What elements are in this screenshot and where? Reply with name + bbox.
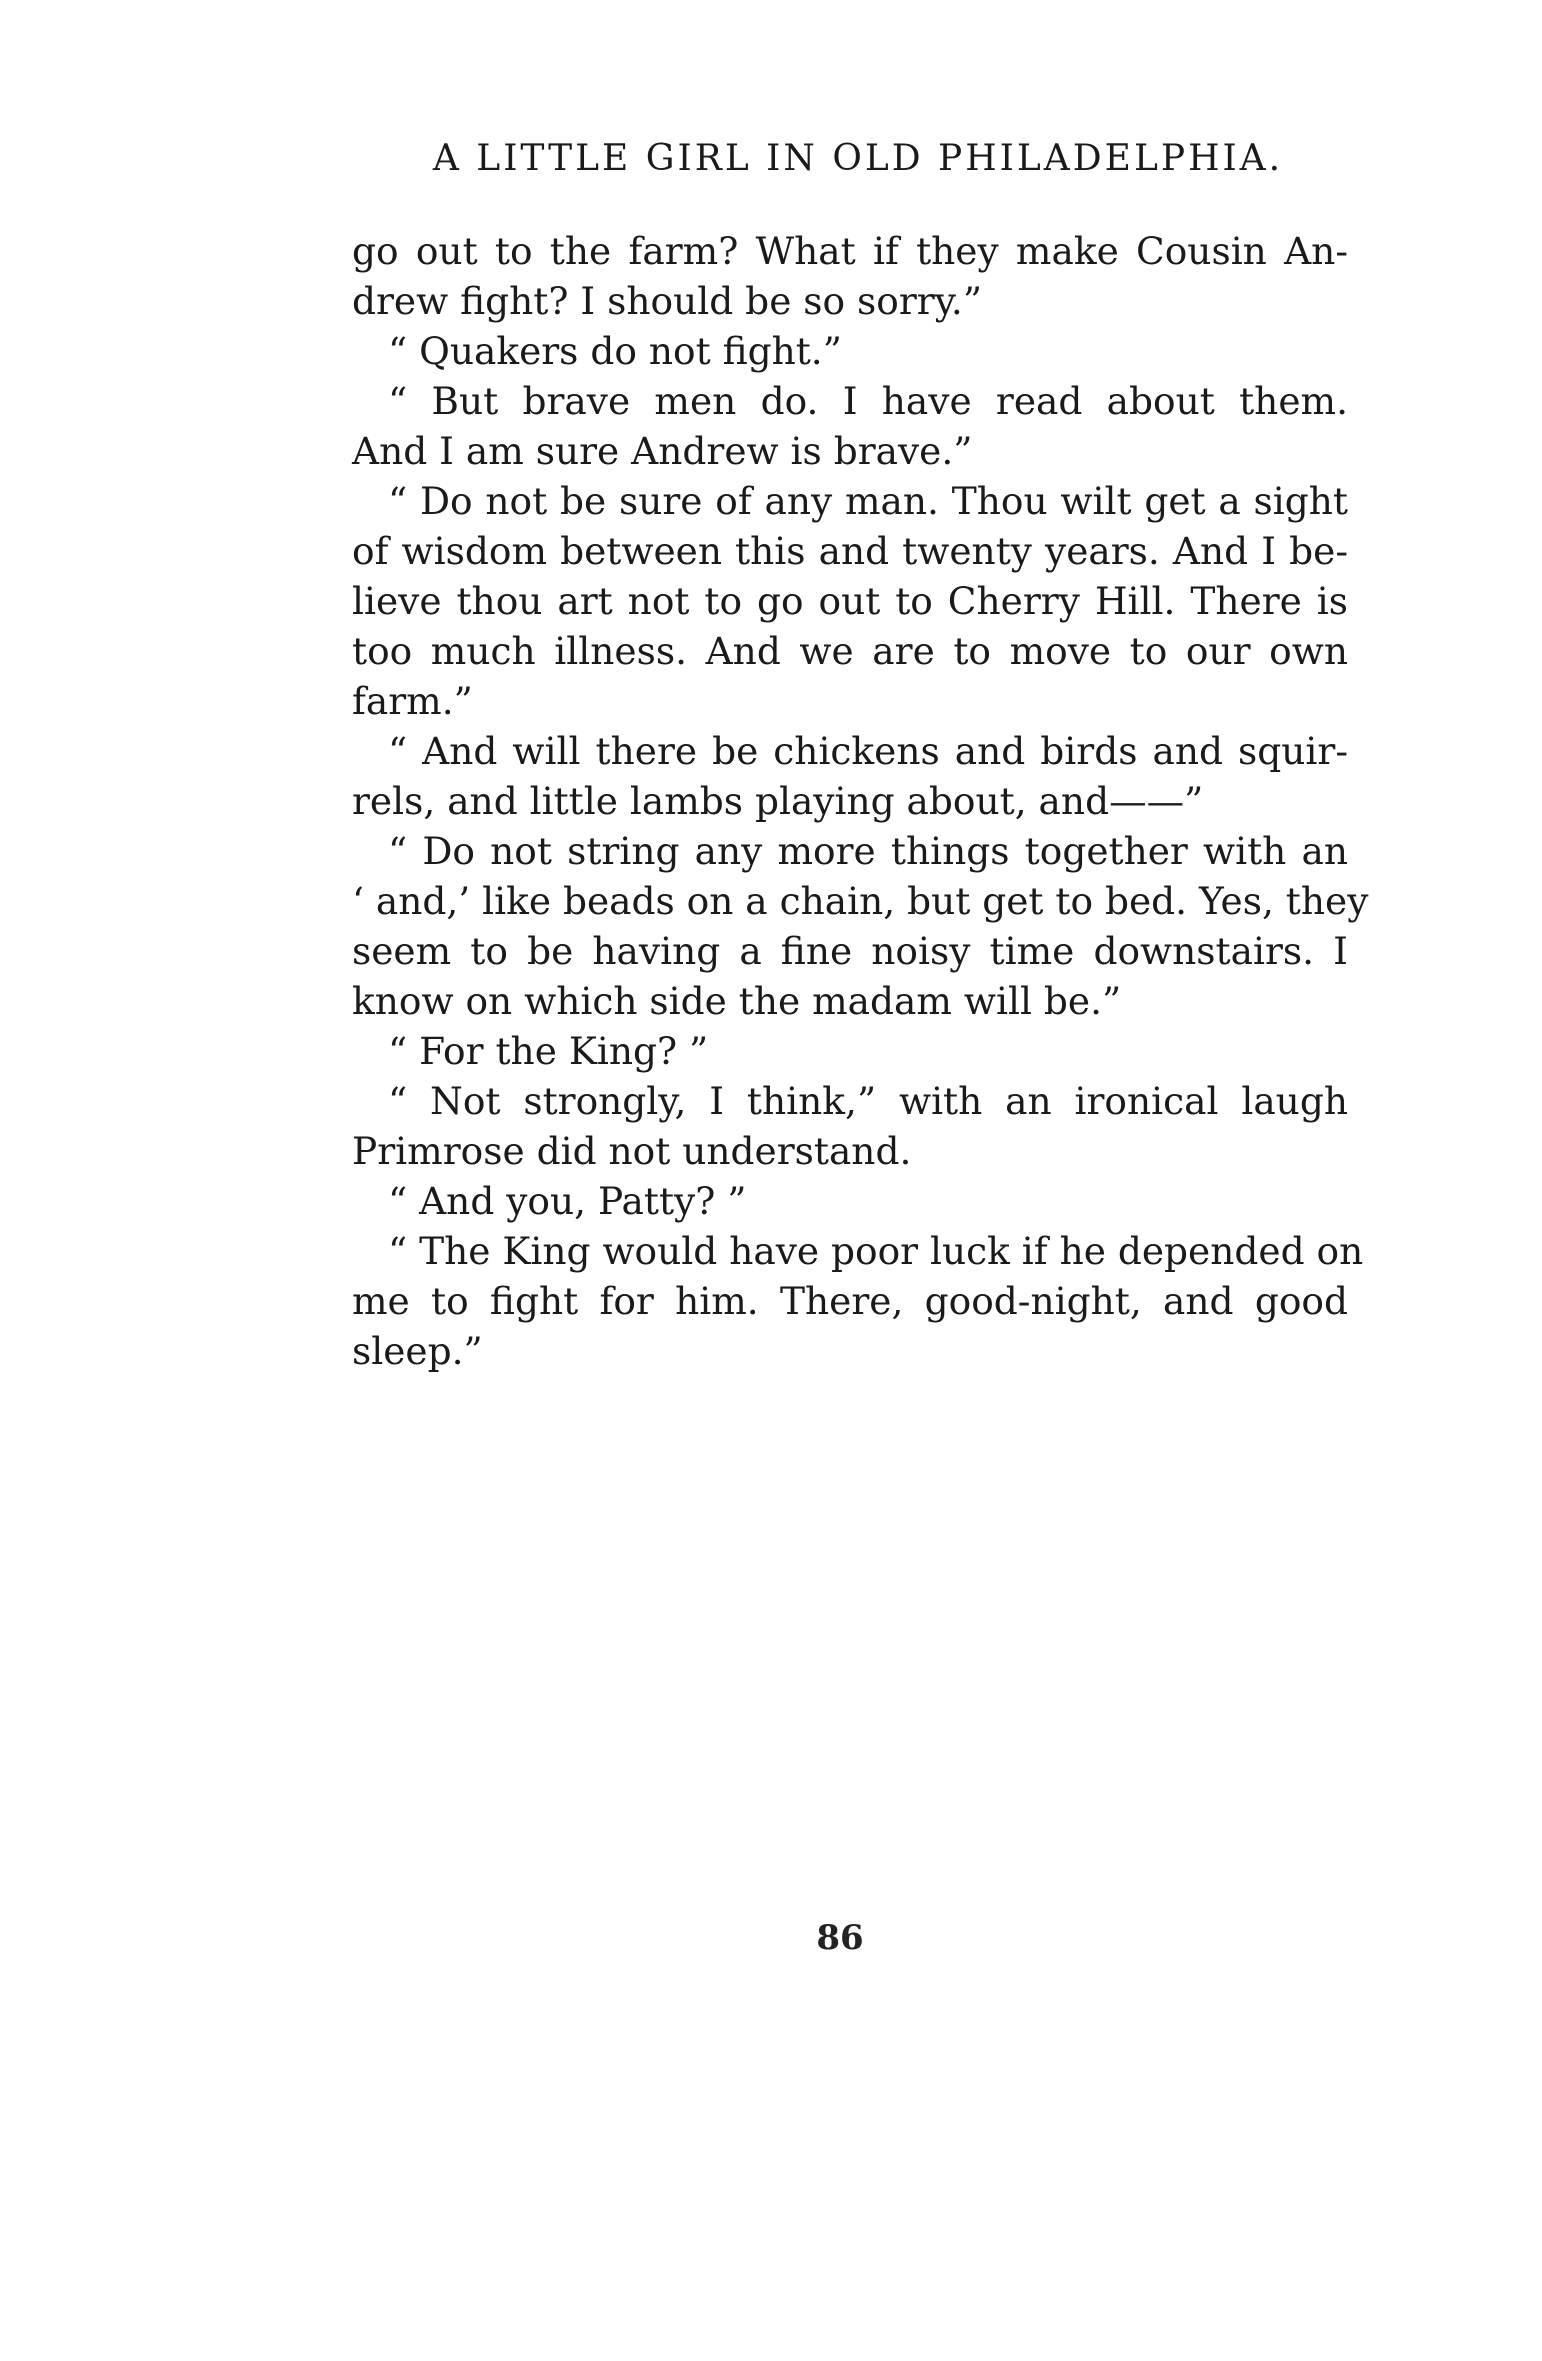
text-line: know on which side the madam will be.” (352, 979, 1122, 1023)
text-line: ‘ and,’ like beads on a chain, but get to bed. Yes, they (352, 879, 1369, 923)
text-line: “ The King would have poor luck if he depended on (388, 1229, 1364, 1273)
text-line: “ But brave men do. I have read about them. (388, 379, 1348, 423)
text-line: And I am sure Andrew is brave.” (352, 429, 973, 473)
text-line: “ Quakers do not fight.” (388, 329, 842, 373)
text-line: lieve thou art not to go out to Cherry Hill. There is (352, 579, 1348, 623)
text-line: sleep.” (352, 1329, 483, 1373)
text-line: farm.” (352, 679, 473, 723)
text-line: go out to the farm? What if they make Cousin An- (352, 229, 1348, 273)
text-line: “ And you, Patty? ” (388, 1179, 747, 1223)
text-line: seem to be having a fine noisy time downstairs. I (352, 929, 1348, 973)
text-line: rels, and little lambs playing about, and——” (352, 779, 1204, 823)
text-line: “ And will there be chickens and birds and squir- (388, 729, 1348, 773)
text-line: me to fight for him. There, good-night, and good (352, 1279, 1348, 1323)
text-line: too much illness. And we are to move to our own (352, 629, 1348, 673)
text-line: “ Not strongly, I think,” with an ironical laugh (388, 1079, 1348, 1123)
text-line: of wisdom between this and twenty years. And I be- (352, 529, 1348, 573)
body-text (352, 226, 1369, 1376)
text-line: “ Do not be sure of any man. Thou wilt get a sight (388, 479, 1348, 523)
running-title: A LITTLE GIRL IN OLD PHILADELPHIA. (432, 138, 1284, 179)
page-number: 86 (816, 1918, 864, 1958)
text-line: “ For the King? ” (388, 1029, 709, 1073)
text-line: Primrose did not understand. (352, 1129, 912, 1173)
text-line: drew fight? I should be so sorry.” (352, 279, 983, 323)
text-line: “ Do not string any more things together with an (388, 829, 1348, 873)
